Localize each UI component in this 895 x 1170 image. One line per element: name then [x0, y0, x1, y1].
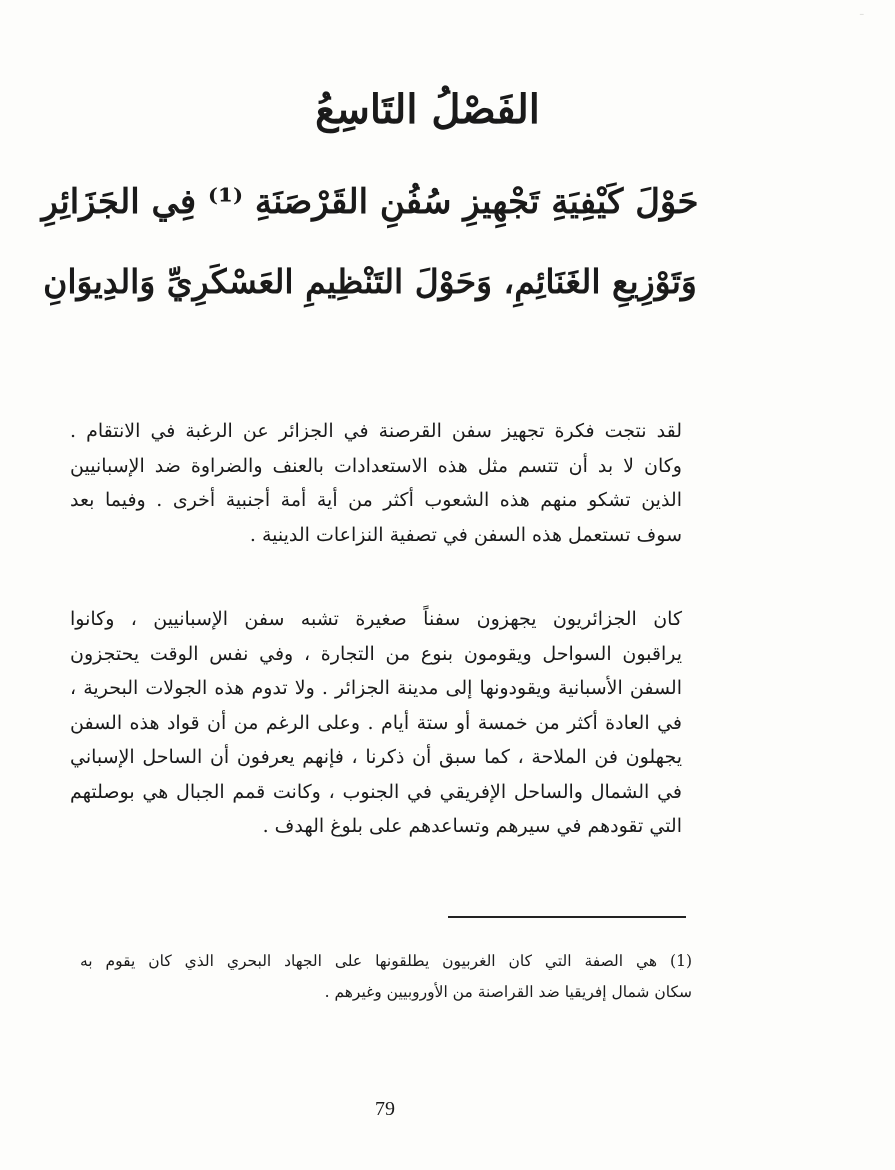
text-line: كان الجزائريون يجهزون سفناً صغيرة تشبه سفن الإسبانيين ، وكانوا	[70, 608, 682, 630]
chapter-title-line-1: حَوْلَ كَيْفِيَةِ تَجْهِيزِ سُفُنِ القَرْصَنَةِ ⁽¹⁾ فِي الجَزَائِرِ	[41, 182, 699, 222]
text-line: يراقبون السواحل ويقومون بنوع من التجارة ، وفي نفس الوقت يحتجزون	[70, 642, 682, 665]
paragraph-1	[70, 414, 682, 552]
paragraph-2	[70, 602, 682, 844]
text-line: التي تقودهم في سيرهم وتساعدهم على بلوغ الهدف .	[262, 815, 682, 837]
footnote	[80, 946, 692, 1008]
chapter-title-line-2: وَتَوْزِيعِ الغَنَائِمِ، وَحَوْلَ التَنْظِيمِ العَسْكَرِيِّ وَالدِيوَانِ	[43, 262, 697, 301]
bleed-through-mark: ـ	[860, 4, 864, 18]
text-line: سوف تستعمل هذه السفن في تصفية النزاعات الدينية .	[249, 523, 682, 546]
text-line: لقد نتجت فكرة تجهيز سفن القرصنة في الجزائر عن الرغبة في الانتقام .	[70, 420, 682, 442]
footnote-divider	[448, 916, 686, 918]
text-line: في العادة أكثر من خمسة أو ستة أيام . وعلى الرغم من أن قواد هذه السفن	[70, 711, 682, 734]
footnote-line: سكان شمال إفريقيا ضد القراصنة من الأوروبيين وغيرهم .	[324, 983, 692, 1001]
footnote-line: (1) هي الصفة التي كان الغربيون يطلقونها على الجهاد البحري الذي كان يقوم به	[80, 952, 692, 970]
text-line: الذين تشكو منهم هذه الشعوب أكثر من أية أمة أجنبية أخرى . وفيما بعد	[70, 489, 682, 511]
text-line: السفن الأسبانية ويقودونها إلى مدينة الجزائر . ولا تدوم هذه الجولات البحرية ،	[70, 677, 682, 699]
text-line: في الشمال والساحل الإفريقي في الجنوب ، وكانت قمم الجبال هي بوصلتهم	[70, 780, 682, 803]
chapter-label: الفَصْلُ التَاسِعُ	[315, 86, 540, 133]
page-number: 79	[375, 1098, 395, 1120]
text-line: يجهلون فن الملاحة ، كما سبق أن ذكرنا ، فإنهم يعرفون أن الساحل الإسباني	[70, 746, 682, 768]
text-line: وكان لا بد أن تتسم مثل هذه الاستعدادات بالعنف والضراوة ضد الإسبانيين	[70, 454, 682, 477]
